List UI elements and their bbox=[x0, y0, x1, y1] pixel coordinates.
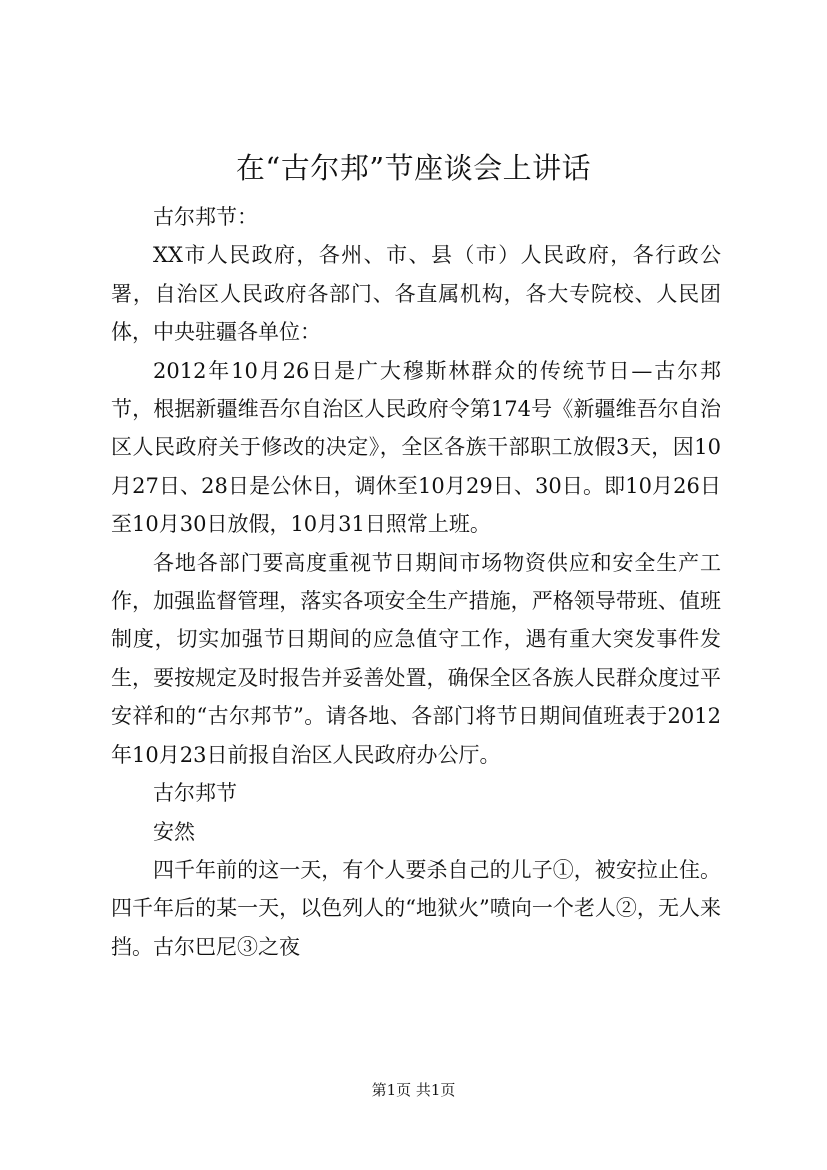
paragraph-holiday-notice: 2012年10月26日是广大穆斯林群众的传统节日—古尔邦节，根据新疆维吾尔自治区人民政府令第174号《新疆维吾尔自治区人民政府关于修改的决定》，全区各族干部职工放假3天，因10月27日、28日是公休日，调休至10月29日、30日。即10月26日至10月30日放假，10月31日照常上班。 bbox=[111, 358, 721, 537]
paragraph-addressees: XX市人民政府，各州、市、县（市）人民政府，各行政公署，自治区人民政府各部门、各直属机构，各大专院校、人民团体，中央驻疆各单位： bbox=[111, 243, 721, 345]
document-title: 在“古尔邦”节座谈会上讲话 bbox=[235, 151, 592, 185]
paragraph-subtitle: 古尔邦节 bbox=[153, 781, 237, 806]
paragraph-essay-opening: 四千年前的这一天，有个人要杀自己的儿子①，被安拉止住。四千年后的某一天，以色列人的“地狱火”喷向一个老人②，无人来挡。古尔巴尼③之夜 bbox=[111, 857, 721, 959]
paragraph-author: 安然 bbox=[153, 819, 195, 844]
paragraph-safety-requirements: 各地各部门要高度重视节日期间市场物资供应和安全生产工作，加强监督管理，落实各项安全生产措施，严格领导带班、值班制度，切实加强节日期间的应急值守工作，遇有重大突发事件发生，要按规定及时报告并妥善处置，确保全区各族人民群众度过平安祥和的“古尔邦节”。请各地、各部门将节日期间值班表于2012年10月23日前报自治区人民政府办公厅。 bbox=[111, 550, 721, 767]
page-number-footer: 第1页 共1页 bbox=[371, 1081, 456, 1099]
paragraph-salutation: 古尔邦节： bbox=[153, 205, 258, 229]
document-body bbox=[111, 198, 721, 966]
